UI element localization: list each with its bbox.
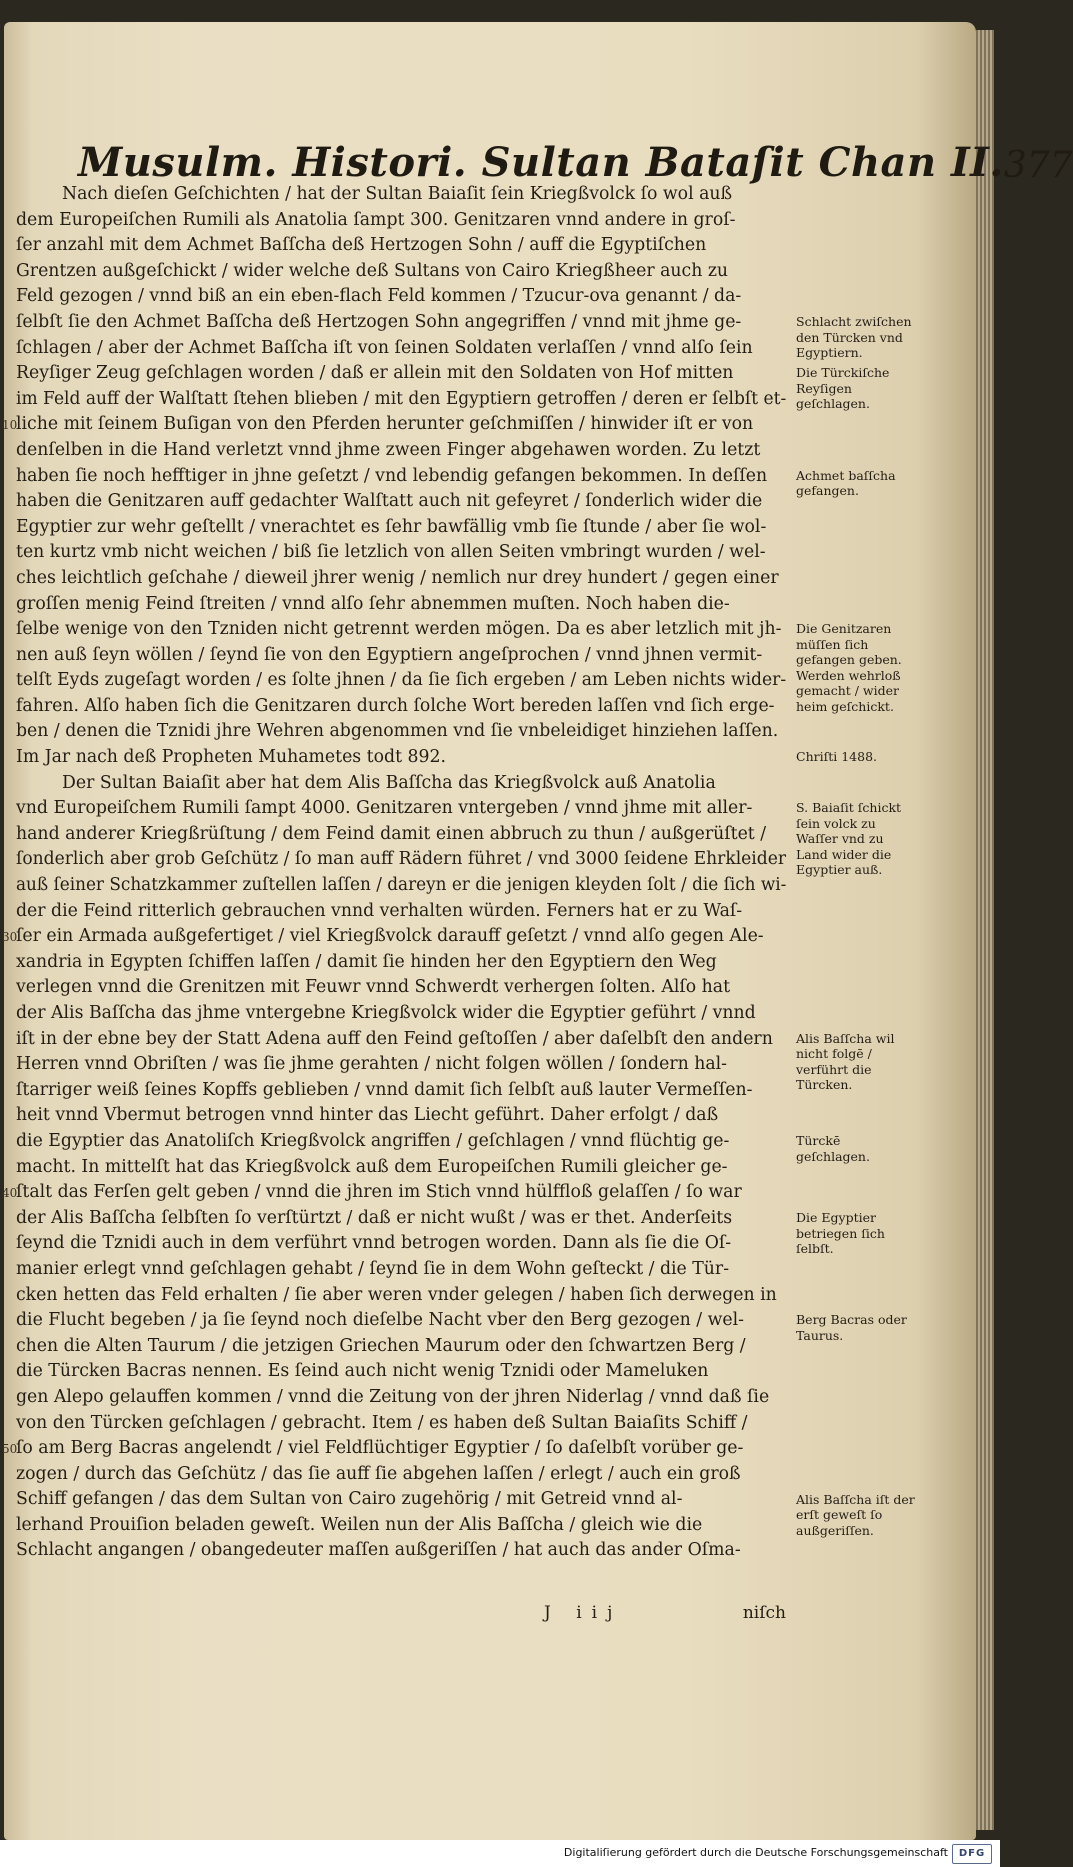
text-line: Egyptier zur wehr geſtellt / vnerachtet es ſehr bawfällig vmb ſie ſtunde / aber ſie wol- xyxy=(16,516,767,537)
page-number: 377 xyxy=(1003,145,1073,186)
text-line: Schlacht angangen / obangedeuter maſſen außgeriſſen / hat auch das ander Oſma- xyxy=(16,1540,741,1561)
text-line: Der Sultan Baiaſit aber hat dem Alis Baſſcha das Kriegßvolck auß Anatolia xyxy=(62,772,716,793)
text-line: ſelbſt ſie den Achmet Baſſcha deß Hertzogen Sohn angegriffen / vnnd mit jhme ge- xyxy=(16,311,742,332)
text-line: der Alis Baſſcha ſelbſten ſo verſtürtzt / daß er nicht wußt / was er thet. Anderſeits xyxy=(16,1207,733,1228)
footer-credit: Digitaliſierung gefördert durch die Deutsche Forschungsgemeinschaft xyxy=(563,1846,948,1859)
page-bottom-line xyxy=(16,1603,786,1629)
line-number: 40 xyxy=(2,1186,18,1201)
text-line: ſtalt das Ferſen gelt geben / vnnd die jhren im Stich vnnd hülffloß gelaſſen / ſo war xyxy=(16,1182,742,1203)
marginal-note: Die Türckiſche Reyſigen geſchlagen. xyxy=(796,365,890,412)
text-line: manier erlegt vnnd geſchlagen gehabt / ſeynd ſie in dem Wohn geſteckt / die Tür- xyxy=(16,1258,730,1279)
marginal-note: Achmet baſſcha gefangen. xyxy=(796,467,896,499)
text-line: macht. In mittelſt hat das Kriegßvolck auß dem Europeiſchen Rumili gleicher ge- xyxy=(16,1156,728,1177)
line-number: 30 xyxy=(2,930,18,945)
marginal-note: Chriſti 1488. xyxy=(796,749,877,765)
text-line: hand anderer Kriegßrüſtung / dem Feind damit einen abbruch zu thun / außgerüſtet / xyxy=(16,823,767,844)
text-line: fahren. Alſo haben ſich die Genitzaren durch ſolche Wort bereden laſſen vnd ſich erge- xyxy=(16,695,775,716)
text-line: liche mit ſeinem Buſigan von den Pferden herunter geſchmiſſen / hinwider iſt er von xyxy=(16,414,754,435)
text-line: telſt Eyds zugeſagt worden / es ſolte jhnen / da ſie ſich ergeben / am Leben nichts wider- xyxy=(16,670,787,691)
text-line: ſer anzahl mit dem Achmet Baſſcha deß Hertzogen Sohn / auff die Egyptiſchen xyxy=(16,235,707,256)
marginal-note: Alis Baſſcha wil nicht folgē / verführt die Türcken. xyxy=(796,1030,895,1093)
signature-mark: J iij xyxy=(544,1603,623,1623)
text-line: Reyſiger Zeug geſchlagen worden / daß er allein mit den Soldaten von Hof mitten xyxy=(16,363,734,384)
catchword: niſch xyxy=(742,1603,786,1623)
text-line: gen Alepo gelauffen kommen / vnnd die Zeitung von der jhren Niderlag / vnnd daß ſie xyxy=(16,1386,770,1407)
text-line: von den Türcken geſchlagen / gebracht. Item / es haben deß Sultan Baiaſits Schiff / xyxy=(16,1412,748,1433)
marginal-note: Die Egyptier betriegen ſich ſelbſt. xyxy=(796,1210,885,1256)
text-line: ſtarriger weiß ſeines Kopffs geblieben / vnnd damit ſich ſelbſt auß lauter Vermeſſen- xyxy=(16,1079,753,1100)
text-line: ſer ein Armada außgefertiget / viel Kriegßvolck darauff geſetzt / vnnd alſo gegen Ale- xyxy=(16,926,764,947)
running-head xyxy=(78,128,1073,186)
text-line: ches leichtlich geſchahe / dieweil jhrer wenig / nemlich nur drey hundert / gegen einer xyxy=(16,567,779,588)
text-line: Im Jar nach deß Propheten Muhametes todt 892. xyxy=(16,747,446,768)
line-number: 10 xyxy=(2,418,18,433)
text-line: nen auß ſeyn wöllen / ſeynd ſie von den Egyptiern angeſprochen / vnnd jhnen vermit- xyxy=(16,644,763,665)
text-line: im Feld auff der Walſtatt ſtehen blieben / mit den Egyptiern getroffen / deren er ſelbſt et- xyxy=(16,388,787,409)
text-line: heit vnnd Vbermut betrogen vnnd hinter das Liecht geführt. Daher erfolgt / daß xyxy=(16,1105,719,1126)
text-line: zogen / durch das Geſchütz / das ſie auff ſie abgehen laſſen / erlegt / auch ein groß xyxy=(16,1463,741,1484)
page-edge xyxy=(976,30,994,1830)
line-number: 50 xyxy=(2,1442,18,1457)
text-line: lerhand Prouiſion beladen geweſt. Weilen nun der Alis Baſſcha / gleich wie die xyxy=(16,1514,703,1535)
text-line: haben die Genitzaren auff gedachter Walſtatt auch nit gefeyret / ſonderlich wider die xyxy=(16,491,763,512)
text-line: iſt in der ebne bey der Statt Adena auff den Feind geſtoſſen / aber daſelbſt den andern xyxy=(16,1028,773,1049)
text-line: Feld gezogen / vnnd biß an ein eben-flach Feld kommen / Tzucur-ova genannt / da- xyxy=(16,286,742,307)
text-line: haben ſie noch hefftiger in jhne geſetzt / vnd lebendig gefangen bekommen. In deſſen xyxy=(16,465,768,486)
marginal-note: Schlacht zwiſchen den Türcken vnd Egyptiern. xyxy=(796,314,912,360)
text-line: der Alis Baſſcha das jhme vntergebne Kriegßvolck wider die Egyptier geführt / vnnd xyxy=(16,1003,756,1023)
text-line: Nach dieſen Geſchichten / hat der Sultan Baiaſit ſein Kriegßvolck ſo wol auß xyxy=(62,184,733,204)
text-line: Schiff gefangen / das dem Sultan von Cairo zugehörig / mit Getreid vnnd al- xyxy=(16,1489,683,1510)
text-line: der die Feind ritterlich gebrauchen vnnd verhalten würden. Ferners hat er zu Waſ- xyxy=(16,900,743,921)
text-line: cken hetten das Feld erhalten / ſie aber weren vnder gelegen / haben ſich derwegen in xyxy=(16,1284,777,1305)
marginal-note: Die Genitzaren müſſen ſich gefangen geben. Werden wehrloß gemacht / wider heim geſchickt. xyxy=(796,621,902,714)
marginal-note: S. Baiaſit ſchickt ſein volck zu Waſſer vnd zu Land wider die Egyptier auß. xyxy=(796,800,902,878)
body-text xyxy=(16,182,786,1564)
text-line: ſelbe wenige von den Tzniden nicht getrennt werden mögen. Da es aber letzlich mit jh- xyxy=(16,619,782,640)
text-line: ſchlagen / aber der Achmet Baſſcha iſt von ſeinen Soldaten verlaſſen / vnnd alſo ſein xyxy=(16,337,753,358)
text-line: die Türcken Bacras nennen. Es ſeind auch nicht wenig Tznidi oder Mameluken xyxy=(16,1361,709,1382)
digitization-footer xyxy=(0,1840,1000,1867)
text-line: die Egyptier das Anatoliſch Kriegßvolck angriffen / geſchlagen / vnnd flüchtig ge- xyxy=(16,1130,730,1151)
text-line: Grentzen außgeſchickt / wider welche deß Sultans von Cairo Kriegßheer auch zu xyxy=(16,260,729,281)
text-line: denſelben in die Hand verletzt vnnd jhme zween Finger abgehawen worden. Zu letzt xyxy=(16,439,761,460)
running-title: Musulm. Histori. Sultan Bataſit Chan II. xyxy=(78,139,1004,186)
text-line: vnd Europeiſchem Rumili ſampt 4000. Genitzaren vntergeben / vnnd jhme mit aller- xyxy=(16,798,753,819)
text-line: chen die Alten Taurum / die jetzigen Griechen Maurum oder den ſchwartzen Berg / xyxy=(16,1335,746,1356)
text-line: auß ſeiner Schatzkammer zuſtellen laſſen / dareyn er die jenigen kleyden ſolt / die ſich wi- xyxy=(16,875,787,896)
marginal-note: Alis Baſſcha iſt der erſt geweſt ſo außgeriſſen. xyxy=(796,1491,915,1538)
text-line: ſo am Berg Bacras angelendt / viel Feldflüchtiger Egyptier / ſo daſelbſt vorüber ge- xyxy=(16,1438,744,1459)
text-line: ſeynd die Tznidi auch in dem verführt vnnd betrogen worden. Dann als ſie die Oſ- xyxy=(16,1233,732,1254)
text-line: ten kurtz vmb nicht weichen / biß ſie letzlich von allen Seiten vmbringt wurden / wel- xyxy=(16,542,766,563)
marginal-note: Berg Bacras oder Taurus. xyxy=(796,1312,907,1343)
text-line: ben / denen die Tznidi jhre Wehren abgenommen vnd ſie vnbeleidiget hinziehen laſſen. xyxy=(16,721,779,742)
dfg-logo: DFG xyxy=(952,1844,992,1864)
marginal-note: Türckē geſchlagen. xyxy=(796,1133,870,1164)
text-line: ſonderlich aber grob Geſchütz / ſo man auff Rädern führet / vnd 3000 ſeidene Ehrkleider xyxy=(16,849,787,870)
text-line: verlegen vnnd die Grenitzen mit Feuwr vnnd Schwerdt verhergen ſolten. Alſo hat xyxy=(16,977,731,998)
text-line: die Flucht begeben / ja ſie ſeynd noch dieſelbe Nacht vber den Berg gezogen / wel- xyxy=(16,1310,745,1331)
text-line: dem Europeiſchen Rumili als Anatolia ſampt 300. Genitzaren vnnd andere in groſ- xyxy=(16,209,736,230)
text-line: Herren vnnd Obriſten / was ſie jhme gerahten / nicht folgen wöllen / ſondern hal- xyxy=(16,1054,728,1075)
text-line: groſſen menig Feind ſtreiten / vnnd alſo ſehr abnemmen muſten. Noch haben die- xyxy=(16,593,730,614)
text-line: xandria in Egypten ſchiffen laſſen / damit ſie hinden her den Egyptiern den Weg xyxy=(16,951,717,972)
